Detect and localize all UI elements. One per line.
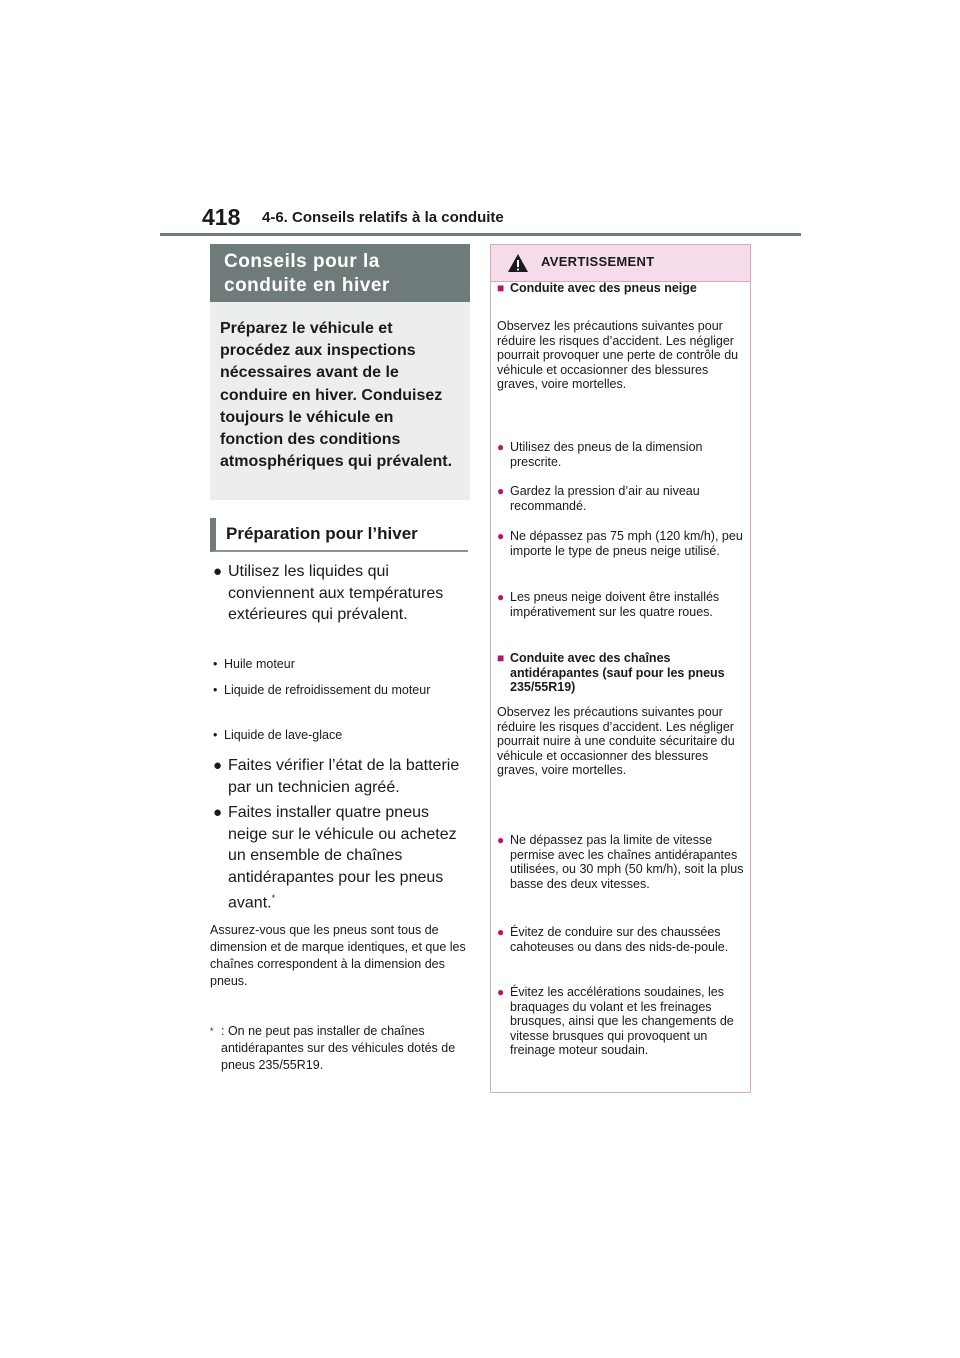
warning-item xyxy=(497,484,744,513)
warning-section-heading xyxy=(497,651,744,695)
fluid-text: Liquide de lave-glace xyxy=(224,728,343,742)
square-marker: ■ xyxy=(497,651,505,665)
winter-title: Conseils pour la conduite en hiver xyxy=(224,251,390,296)
bullet-text: Utilisez les liquides qui conviennent aux températures extérieures qui prévalent. xyxy=(228,563,444,623)
warning-header xyxy=(491,245,750,282)
prep-heading-text: Préparation pour l’hiver xyxy=(226,524,418,543)
warning-title: AVERTISSEMENT xyxy=(541,254,655,269)
square-marker: ■ xyxy=(497,281,505,295)
warning-item xyxy=(497,925,744,954)
intro-text: Observez les précautions suivantes pour réduire les risques d’accident. Les négliger pourrait provoquer une perte de contrôle du véhicule et occasionner des blessures graves, voire mortelles. xyxy=(497,319,739,391)
bullet-tires xyxy=(213,802,469,914)
intro-text: Préparez le véhicule et procédez aux inspections nécessaires avant de le conduire en hiver. Conduisez toujours le véhicule en fonction des conditions atmosphériques qui prévalent. xyxy=(220,320,453,471)
circle-marker: ● xyxy=(497,590,505,604)
item-text: Gardez la pression d’air au niveau recommandé. xyxy=(510,484,700,513)
bullet-text: Faites vérifier l’état de la batterie par un technicien agréé. xyxy=(228,757,460,796)
circle-marker: ● xyxy=(497,925,505,939)
page-number: 418 xyxy=(202,204,241,230)
bullet-text xyxy=(213,802,469,914)
item-text: Utilisez des pneus de la dimension prescrite. xyxy=(510,440,703,469)
bullet-fluids xyxy=(213,561,469,626)
circle-marker: ● xyxy=(497,833,505,847)
warning-item xyxy=(497,833,744,891)
intro-text: Observez les précautions suivantes pour réduire les risques d’accident. Les négliger pourrait nuire à une conduite sécuritaire du véhicule et occasionner des blessures graves, voire mortelles. xyxy=(497,705,735,777)
bullet-marker: ● xyxy=(213,757,223,774)
fluid-text: Liquide de refroidissement du moteur xyxy=(224,683,431,697)
fluid-item xyxy=(213,727,469,744)
heading-text: Conduite avec des pneus neige xyxy=(510,281,697,295)
circle-marker: ● xyxy=(497,985,505,999)
footnote xyxy=(210,1023,468,1074)
sub-marker: • xyxy=(213,728,218,742)
sub-marker: • xyxy=(213,657,218,671)
warning-intro xyxy=(497,319,744,392)
warning-item xyxy=(497,590,744,619)
circle-marker: ● xyxy=(497,484,505,498)
fluid-text: Huile moteur xyxy=(224,657,295,671)
header-rule xyxy=(160,233,801,236)
item-text: Les pneus neige doivent être installés impérativement sur les quatre roues. xyxy=(510,590,720,619)
warning-triangle-icon xyxy=(507,253,529,273)
prep-heading xyxy=(210,518,468,552)
bullet-battery xyxy=(213,755,469,798)
item-text: Ne dépassez pas 75 mph (120 km/h), peu importe le type de pneus neige utilisé. xyxy=(510,529,743,558)
warning-item xyxy=(497,985,744,1058)
bullet-marker: ● xyxy=(213,804,223,821)
warning-item xyxy=(497,529,744,558)
item-text: Évitez de conduire sur des chaussées cahoteuses ou dans des nids-de-poule. xyxy=(510,925,729,954)
item-text: Évitez les accélérations soudaines, les braquages du volant et les freinages brusques, ainsi que les changements de vitesse brusques qui provoquent un freinage moteur soudain. xyxy=(510,985,734,1057)
bullet-text-body: Faites installer quatre pneus neige sur le véhicule ou achetez un ensemble de chaînes antidérapantes pour les pneus avant. xyxy=(228,804,457,912)
warning-intro xyxy=(497,705,744,778)
bullet-marker: ● xyxy=(213,563,223,580)
intro-box xyxy=(210,302,470,500)
winter-title-box xyxy=(210,244,470,302)
sub-marker: • xyxy=(213,683,218,697)
section-title: 4-6. Conseils relatifs à la conduite xyxy=(262,209,504,226)
item-text: Ne dépassez pas la limite de vitesse permise avec les chaînes antidérapantes utilisées, ou 30 mph (50 km/h), soit la plus basse des deux vitesses. xyxy=(510,833,744,891)
footnote-mark: * xyxy=(271,893,276,903)
warning-item xyxy=(497,440,744,469)
circle-marker: ● xyxy=(497,529,505,543)
footnote-marker: * xyxy=(210,1026,214,1036)
tire-note: Assurez-vous que les pneus sont tous de dimension et de marque identiques, et que les chaînes correspondent à la dimension des pneus. xyxy=(210,923,466,988)
heading-text: Conduite avec des chaînes antidérapantes (sauf pour les pneus 235/55R19) xyxy=(510,651,725,694)
fluid-item xyxy=(213,656,469,673)
fluid-item xyxy=(213,682,469,699)
circle-marker: ● xyxy=(497,440,505,454)
warning-section-heading xyxy=(497,281,744,296)
footnote-text: : On ne peut pas installer de chaînes antidérapantes sur des véhicules dotés de pneus 235/55R19. xyxy=(221,1024,456,1072)
